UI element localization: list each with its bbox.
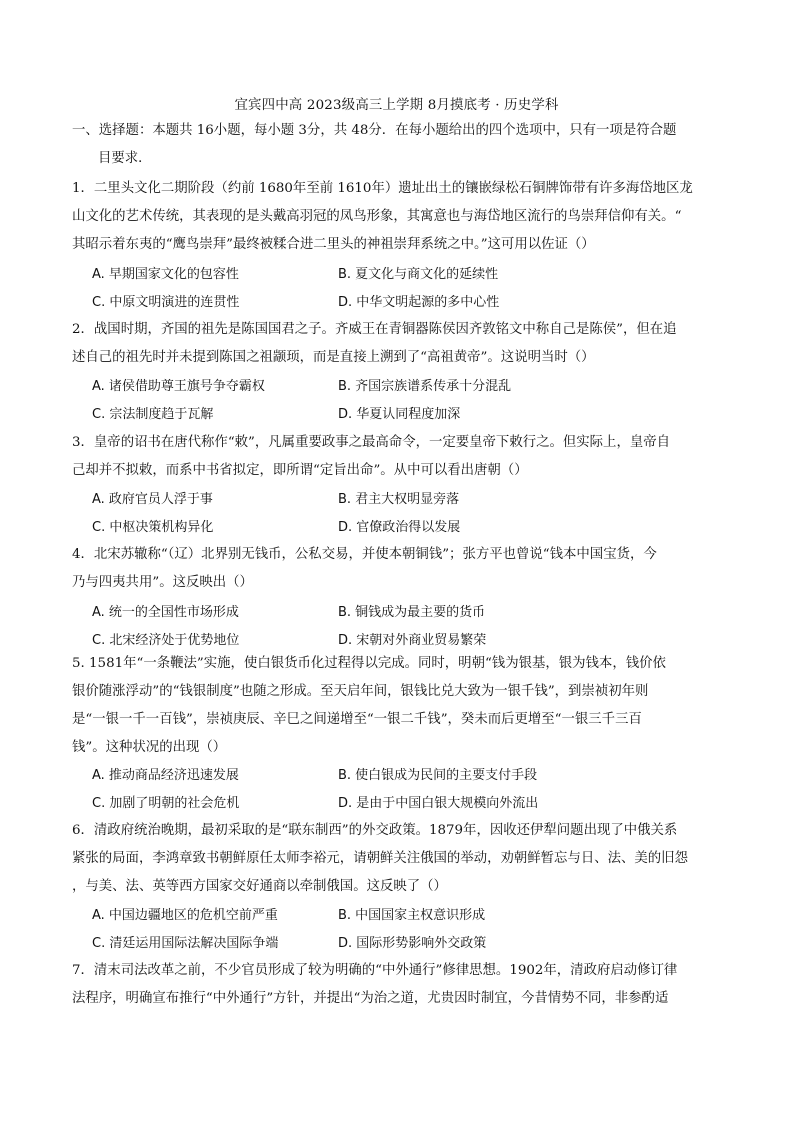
option-a: A. 早期国家文化的包容性 <box>92 267 239 282</box>
question-line: 是“一银一千一百钱”，崇祯庚辰、辛巳之间递增至“一银二千钱”，癸未而后更增至“一银三千三百 <box>72 712 642 727</box>
option-a: A. 中国边疆地区的危机空前严重 <box>92 908 278 923</box>
option-a: A. 诸侯借助尊王旗号争夺霸权 <box>92 379 265 394</box>
option-b: B. 夏文化与商文化的延续性 <box>338 267 499 282</box>
option-a: A. 统一的全国性市场形成 <box>92 605 239 620</box>
question-7 <box>72 957 724 1013</box>
question-line: 4．北宋苏辙称“（辽）北界别无钱币，公私交易，并使本朝铜钱”；张方平也曾说“钱本中国宝货，今 <box>72 547 657 562</box>
option-c: C. 清廷运用国际法解决国际争端 <box>92 936 279 951</box>
question-line: 3．皇帝的诏书在唐代称作“敕”，凡属重要政事之最高命令，一定要皇帝下敕行之。但实际上，皇帝自 <box>72 435 671 450</box>
question-line: 其昭示着东夷的“鹰鸟崇拜”最终被糅合进二里头的神祖崇拜系统之中。”这可用以佐证（） <box>72 237 595 252</box>
page-title: 宜宾四中高 2023级高三上学期 8月摸底考 · 历史学科 <box>234 98 559 113</box>
question-line: 1．二里头文化二期阶段（约前 1680年至前 1610年）遗址出土的镶嵌绿松石铜牌饰带有许多海岱地区龙 <box>72 181 693 196</box>
question-line: 5. 1581年“一条鞭法”实施，使白银货币化过程得以完成。同时，明朝“钱为银基，银为钱本，钱价依 <box>72 656 666 671</box>
option-c: C. 加剧了明朝的社会危机 <box>92 796 240 811</box>
option-d: D. 国际形势影响外交政策 <box>338 936 487 951</box>
option-d: D. 宋朝对外商业贸易繁荣 <box>338 633 487 648</box>
question-4 <box>72 541 724 597</box>
option-c: C. 中枢决策机构异化 <box>92 520 214 535</box>
question-line: 7．清末司法改革之前，不少官员形成了较为明确的“中外通行”修律思想。1902年，清政府启动修订律 <box>72 963 678 978</box>
option-b: B. 君主大权明显旁落 <box>338 492 460 507</box>
option-a: A. 政府官员人浮于事 <box>92 492 213 507</box>
option-b: B. 中国国家主权意识形成 <box>338 908 486 923</box>
question-1 <box>72 175 724 259</box>
section-line-2: 目要求． <box>98 151 152 166</box>
option-d: D. 是由于中国白银大规模向外流出 <box>338 796 539 811</box>
option-c: C. 北宋经济处于优势地位 <box>92 633 240 648</box>
option-d: D. 官僚政治得以发展 <box>338 520 461 535</box>
question-line: 银价随涨浮动”的“钱银制度”也随之形成。至天启年间，银钱比兑大致为一银千钱”，到崇祯初年则 <box>72 684 649 699</box>
option-d: D. 华夏认同程度加深 <box>338 407 461 422</box>
section-line-1: 一、选择题：本题共 16小题，每小题 3分，共 48分．在每小题给出的四个选项中，只有一项是符合题 <box>72 123 677 138</box>
section-instructions <box>72 117 722 173</box>
question-6 <box>72 817 724 901</box>
question-line: 钱”。这种状况的出现（） <box>72 740 227 755</box>
question-line: 山文化的艺术传统，其表现的是头戴高羽冠的凤鸟形象，其寓意也与海岱地区流行的鸟崇拜信仰有关。“ <box>72 209 682 224</box>
question-line: 2．战国时期，齐国的祖先是陈国国君之子。齐威王在青铜器陈侯因齐敦铭文中称自己是陈侯”，但在追 <box>72 322 677 337</box>
option-c: C. 中原文明演进的连贯性 <box>92 295 240 310</box>
question-3 <box>72 429 724 485</box>
option-d: D. 中华文明起源的多中心性 <box>338 295 500 310</box>
option-a: A. 推动商品经济迅速发展 <box>92 768 239 783</box>
question-line: 己却并不拟敕，而系中书省拟定，即所谓“定旨出命”。从中可以看出唐朝（） <box>72 463 528 478</box>
option-c: C. 宗法制度趋于瓦解 <box>92 407 214 422</box>
question-line: 紧张的局面，李鸿章致书朝鲜原任太师李裕元，请朝鲜关注俄国的举动，劝朝鲜暂忘与日、法、美的旧怨 <box>72 851 688 866</box>
question-line: 6．清政府统治晚期，最初采取的是“联东制西”的外交政策。1879年，因收还伊犁问题出现了中俄关系 <box>72 823 678 838</box>
question-line: ，与美、法、英等西方国家交好通商以牵制俄国。这反映了（） <box>72 879 447 894</box>
option-b: B. 铜钱成为最主要的货币 <box>338 605 486 620</box>
option-b: B. 使白银成为民间的主要支付手段 <box>338 768 538 783</box>
question-line: 述自己的祖先时并未提到陈国之祖颛顼，而是直接上溯到了“高祖黄帝”。这说明当时（） <box>72 350 595 365</box>
question-line: 乃与四夷共用”。这反映出（） <box>72 575 253 590</box>
question-line: 法程序，明确宣布推行“中外通行”方针，并提出“为治之道，尤贵因时制宜，今昔情势不同，非参酌适 <box>72 991 669 1006</box>
option-b: B. 齐国宗族谱系传承十分混乱 <box>338 379 512 394</box>
question-5 <box>72 650 724 762</box>
question-2 <box>72 316 724 372</box>
